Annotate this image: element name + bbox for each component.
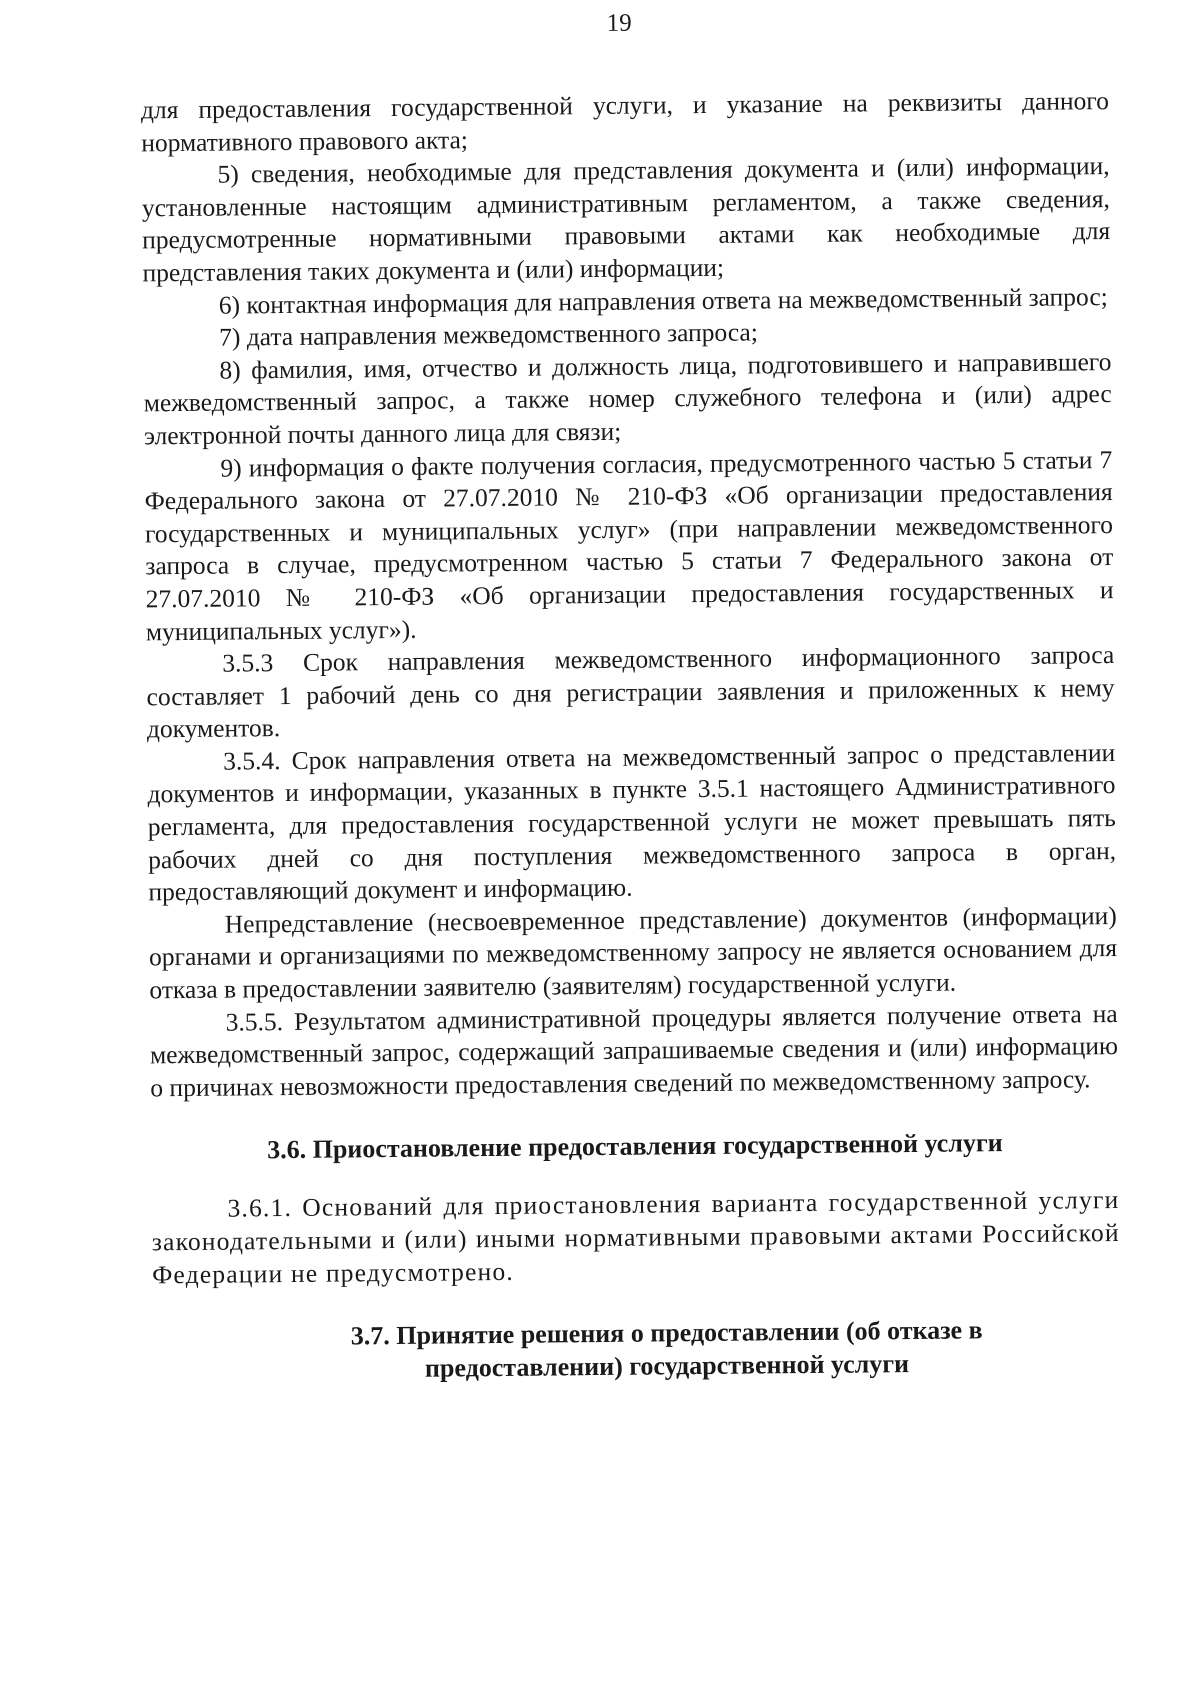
- list-item-9: 9) информация о факте получения согласия, предусмотренного частью 5 статьи 7 Федерального закона от 27.07.2010 № 210-ФЗ «Об организации предоставления государственных и муниципальных услуг» (при направлении межведомственного запроса в случае, предусмотренном частью 5 статьи 7 Федерального закона от 27.07.2010 № 210-ФЗ «Об организации предоставления государственных и муниципальных услуг»).: [144, 444, 1114, 646]
- list-item-5: 5) сведения, необходимые для представления документа и (или) информации, установленные настоящим административным регламентом, а также сведения, предусмотренные нормативными правовыми актами как необходимые для представления таких документа и (или) информации;: [141, 151, 1111, 288]
- section-3-7-heading: [153, 1312, 1122, 1387]
- list-item-7: 7) дата направления межведомственного запроса;: [218, 317, 759, 352]
- section-3-7-heading-line2: предоставлении) государственной услуги: [424, 1349, 910, 1383]
- section-3-6-heading: 3.6. Приостановление предоставления государственной услуги: [267, 1128, 1003, 1165]
- clause-3-6-1: 3.6.1. Оснований для приостановления варианта государственной услуги законодательными и (или) иными нормативными правовыми актами Российской Федерации не предусмотрено.: [151, 1185, 1120, 1289]
- section-3-7-heading-line1: 3.7. Принятие решения о предоставлении (об отказе в: [350, 1315, 983, 1351]
- clause-3-5-5: 3.5.5. Результатом административной процедуры является получение ответа на межведомственный запрос, содержащий запрашиваемые сведения и (или) информацию о причинах невозможности предоставления сведений по межведомственному запросу.: [149, 998, 1119, 1103]
- paragraph-continuation: для предоставления государственной услуги, и указание на реквизиты данного нормативного правового акта;: [140, 86, 1110, 157]
- document-body: [141, 85, 1121, 1387]
- clause-non-submission: Непредставление (несвоевременное представление) документов (информации) органами и организациями по межведомственному запросу не является основанием для отказа в предоставлении заявителю (заявителям) государственной услуги.: [148, 900, 1118, 1005]
- clause-3-5-4: 3.5.4. Срок направления ответа на межведомственный запрос о представлении документов и информации, указанных в пункте 3.5.1 настоящего Административного регламента, для предоставления государственной услуги не может превышать пять рабочих дней со дня поступления межведомственного запроса в орган, предоставляющий документ и информацию.: [147, 737, 1117, 907]
- page-number: 19: [606, 9, 632, 37]
- list-item-8: 8) фамилия, имя, отчество и должность лица, подготовившего и направившего межведомственный запрос, а также номер служебного телефона и (или) адрес электронной почты данного лица для связи;: [143, 346, 1112, 451]
- clause-3-5-3: 3.5.3 Срок направления межведомственного информационного запроса составляет 1 рабочий день со дня регистрации заявления и приложенных к нему документов.: [146, 640, 1115, 744]
- list-item-6: 6) контактная информация для направления ответа на межведомственный запрос;: [218, 281, 1108, 320]
